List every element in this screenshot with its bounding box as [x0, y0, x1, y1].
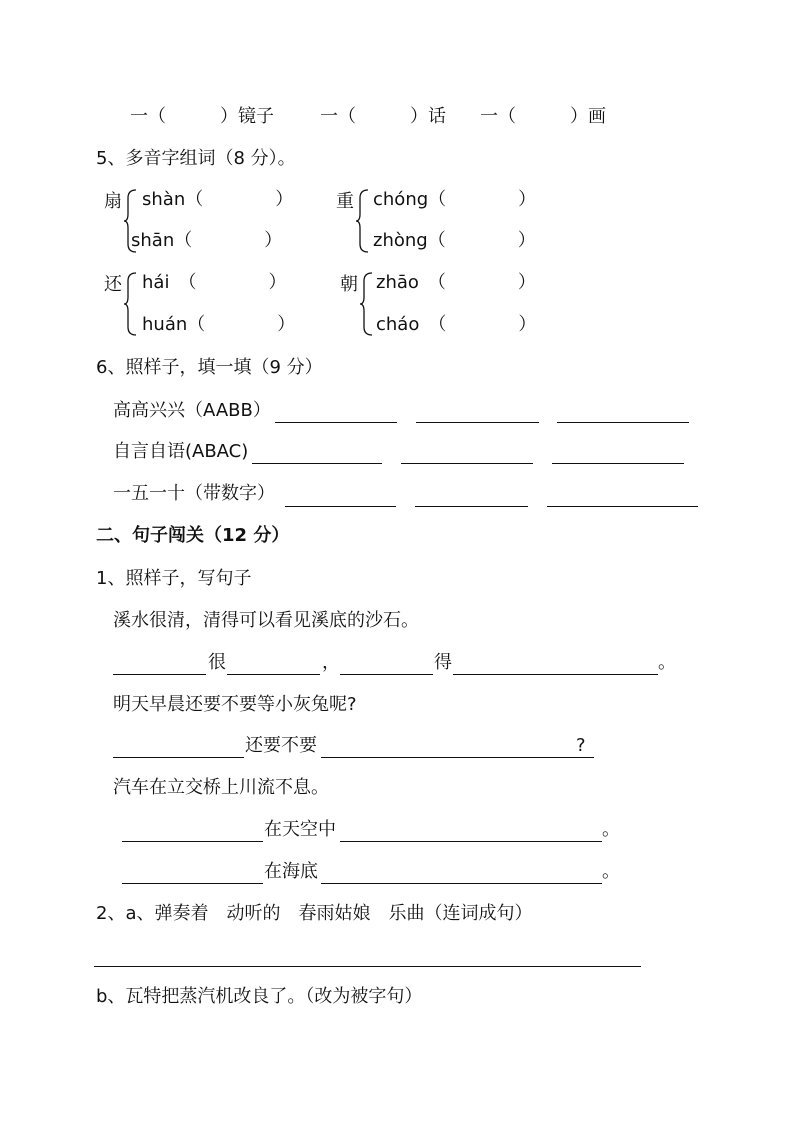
blank-item-speech: 一（ ）话	[320, 106, 446, 127]
polyphone-char: 扇	[104, 191, 122, 212]
answer-line[interactable]	[415, 506, 528, 507]
template-punct: 。	[602, 819, 620, 840]
reading-fill: hái （ ）	[142, 272, 287, 293]
q6-title: 6、照样子，填一填（9 分）	[96, 357, 323, 378]
answer-line[interactable]	[113, 674, 206, 675]
reading-fill: zhòng（ ）	[373, 230, 536, 251]
reading-fill: shàn（ ）	[142, 189, 294, 210]
q2b-prompt: b、瓦特把蒸汽机改良了。（改为被字句）	[96, 986, 423, 1007]
answer-line[interactable]	[401, 463, 533, 464]
reading-fill: huán（ ）	[142, 314, 296, 335]
reading-fill: shān（ ）	[131, 230, 283, 251]
answer-line[interactable]	[94, 966, 641, 967]
pattern-example: 自言自语(ABAC)	[113, 441, 249, 462]
template-punct: 。	[602, 861, 620, 882]
template-punct: 。	[658, 652, 676, 673]
answer-line[interactable]	[557, 422, 689, 423]
answer-line[interactable]	[285, 506, 396, 507]
answer-line[interactable]	[416, 422, 539, 423]
answer-line[interactable]	[340, 841, 602, 842]
reading-fill: zhāo （ ）	[376, 272, 536, 293]
example-sentence: 汽车在立交桥上川流不息。	[113, 777, 329, 798]
polyphone-char: 重	[336, 191, 354, 212]
template-word: 很	[208, 652, 226, 673]
answer-line[interactable]	[227, 674, 320, 675]
answer-line[interactable]	[275, 422, 397, 423]
brace-icon	[356, 188, 370, 254]
blank-item-painting: 一（ ）画	[480, 106, 606, 127]
template-word: 在海底	[264, 861, 318, 882]
answer-line[interactable]	[552, 463, 684, 464]
template-word: 还要不要	[245, 735, 317, 756]
answer-line[interactable]	[340, 674, 433, 675]
pattern-example: 高高兴兴（AABB）	[113, 400, 271, 421]
answer-line[interactable]	[321, 883, 602, 884]
answer-line[interactable]	[122, 883, 263, 884]
blank-item-mirror: 一（ ）镜子	[130, 106, 274, 127]
template-punct: ?	[576, 735, 586, 756]
example-sentence: 明天早晨还要不要等小灰兔呢?	[113, 694, 357, 715]
template-punct: ，	[322, 652, 340, 673]
brace-icon	[360, 271, 374, 337]
q2a-prompt: 2、a、弹奏着 动听的 春雨姑娘 乐曲（连词成句）	[96, 903, 533, 924]
polyphone-char: 朝	[340, 274, 358, 295]
answer-line[interactable]	[321, 757, 594, 758]
pattern-example: 一五一十（带数字）	[113, 483, 275, 504]
reading-fill: chóng（ ）	[373, 189, 537, 210]
answer-line[interactable]	[122, 841, 263, 842]
example-sentence: 溪水很清，清得可以看见溪底的沙石。	[113, 610, 419, 631]
answer-line[interactable]	[113, 757, 244, 758]
template-word: 得	[434, 652, 452, 673]
answer-line[interactable]	[252, 463, 382, 464]
q5-title: 5、多音字组词（8 分）。	[96, 148, 296, 169]
answer-line[interactable]	[453, 674, 658, 675]
answer-line[interactable]	[547, 506, 698, 507]
template-word: 在天空中	[264, 819, 336, 840]
q1-title: 1、照样子，写句子	[96, 568, 252, 589]
reading-fill: cháo （ ）	[376, 314, 537, 335]
polyphone-char: 还	[104, 274, 122, 295]
section-title: 二、句子闯关（12 分）	[96, 525, 290, 546]
brace-icon	[124, 271, 138, 337]
